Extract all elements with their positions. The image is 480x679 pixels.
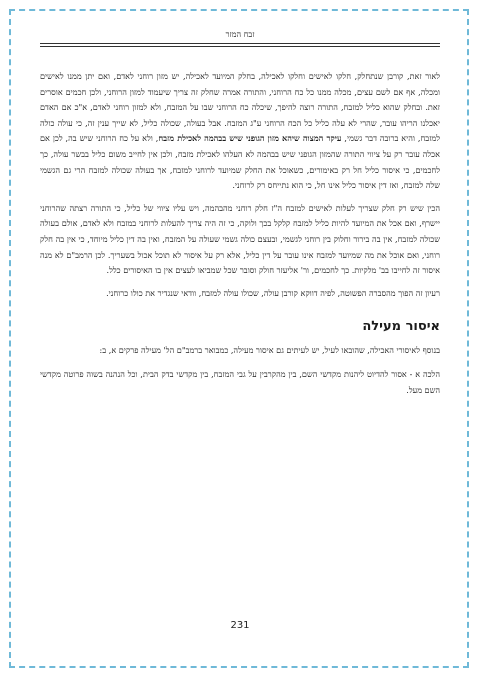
paragraph-3: רעיון זה הפוך מהסברה הפשוטה, לפיה דווקא קורבן עולה, שכולו עולה למזבח, וודאי שנגדיר את כולו כרוחני. bbox=[106, 287, 440, 298]
paragraph-1-end: , ולא על כח הרוחני שיש בה, לכן אם אכלה עובר רק על ציווי התורה שהמזון הגופני שיש בבהמה לא העלהו לאכילת מזבח, ולכן אין לחייב משום כליל בבשר עולה, כך לחכמים, כי איסור כליל חל רק באימורים, כשאוכל את החלק שמיועד לרוחני למזבח, אך בעולה שכולה למזבח הרי גם הגשמי שלה למזבח, ואז דין איסור כליל אינו חל, כי הוא נתייחס רק לרוחני. bbox=[40, 133, 440, 191]
paragraph-1-emphasis: עיקר המצוה שיהא מזון הגופני שיש בבהמה לאכילת מזבח bbox=[158, 133, 342, 144]
document-page bbox=[40, 30, 440, 640]
section-meilah bbox=[40, 319, 440, 398]
header-rule-bottom bbox=[40, 46, 440, 47]
paragraph-1-start: לאור זאת, קורבן שנתחלק, חלקו לאישים וחלקו לאכילה, בחלק המיועד לאכילה, יש מזון רוחני לאדם, ואם יתן ממנו לאישים ומכלה, אף אם לשם עצים, מכלה ממנו כל כח הרוחני, והתורה אמרה שחלק זה צריך שיעמוד למזון הרוחני, ולכן חכמים אוסרים זאת. ובחלק שהוא כליל למזבח, התורה רוצה להיפך, שיכלה כח הרוחני שבו על המזבח, ולא למזון רוחני לאדם, א"כ אם האדם יאכלנו הריהו עובר, שהרי לא עלה כליל כל הכח הרוחני ע"ג המזבח. אבל בעולה, שכולה כליל, לא שייך ענין זה, כי עולה כולה למזבח, והיא ברובה דבר גשמי, bbox=[40, 71, 441, 144]
section-heading: איסור מעילה bbox=[362, 319, 440, 335]
running-header bbox=[40, 30, 440, 47]
halacha-quote: הלכה א - אסור להדיוט ליהנות מקדשי השם, בין מהקרבין על גבי המזבח, בין מקדשי בדק הבית, וכל הנהנה בשוה פרוטה מקדשי השם מעל. bbox=[40, 368, 440, 395]
section-intro: בנוסף לאיסורי האכילה, שהובאו לעיל, יש לעיתים גם איסור מעילה, כמבואר ברמב"ם הל' מעילה פרקים א, ב: bbox=[99, 345, 440, 356]
page-number: 231 bbox=[230, 620, 250, 631]
main-text bbox=[40, 69, 440, 301]
paragraph-2: הכין שיש רק חלק שצריך לעלות לאישים למזבח ה"ז חלק רוחני מהבהמה, ויש עליו ציווי של כליל, כי התורה רצתה שהרוחני יישרף, ואם אכל את המיועד להיות כליל למזבח קלקל בכך ולוקה, כי זה היה צריך להעלות לרוחני במזבח ולא לאדם, אולם בעולה שכולה למזבח, אין בה בירור וחלוק בין רוחני לגשמי, ובעצם כולה גשמי שעולה על המזבח, ואין בה דין כליל מיוחד, כי אין בה חלק רוחני, ואם אוכל את מה שמיועד למזבח אינו עובר על דין כליל, אלא רק על איסור לא תוכל אכול בשעריך. לכן הרמב"ם לא מנה איסור זה לחייבו בב' מלקיות. כך לחכמים, ור' אליעזר חולק וסובר שכל שמביאו לעצים אין בו האיסורים כלל. bbox=[40, 202, 440, 276]
header-rule-top bbox=[40, 43, 440, 44]
running-title: זבח המזר bbox=[225, 30, 255, 39]
paragraph-1 bbox=[40, 69, 440, 194]
